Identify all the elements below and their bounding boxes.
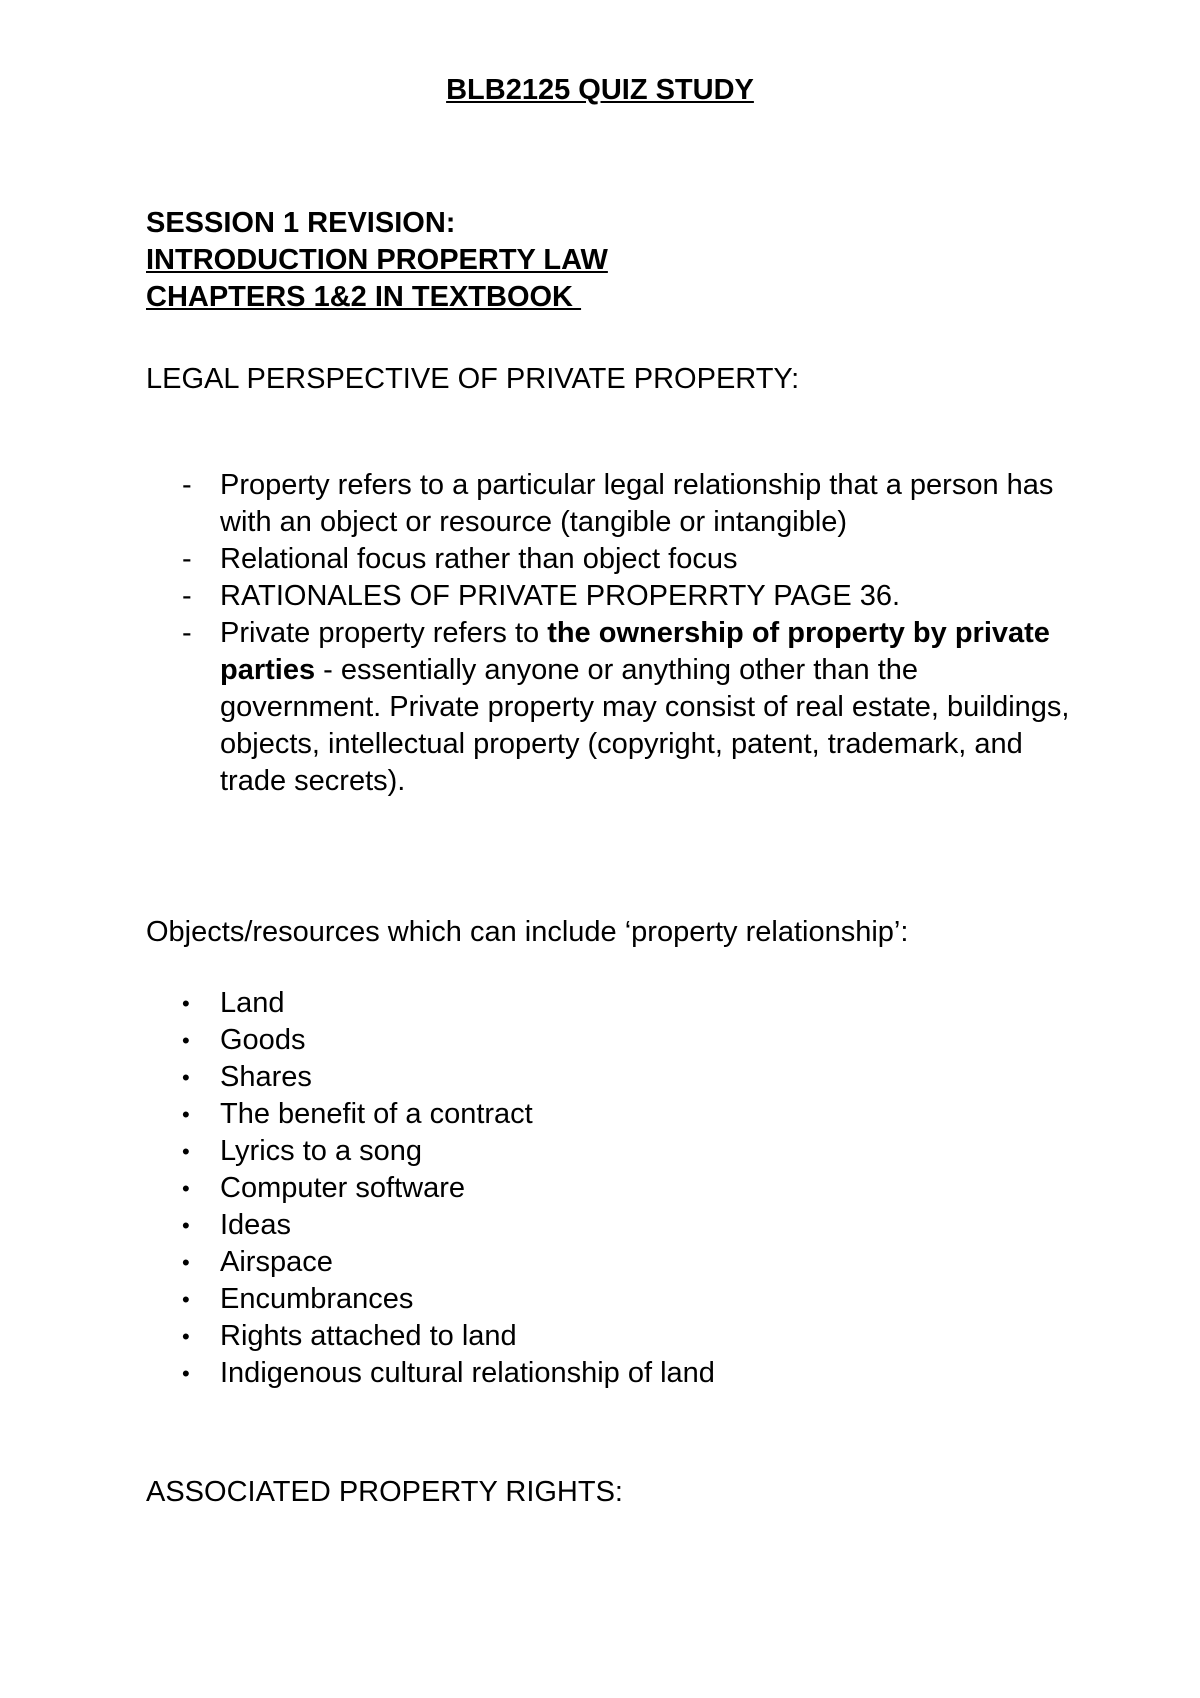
- list-item-text: Rights attached to land: [220, 1320, 517, 1352]
- session-topic: INTRODUCTION PROPERTY LAW: [146, 244, 608, 276]
- list-item: [146, 1318, 1076, 1355]
- bullet-marker: •: [182, 1287, 190, 1312]
- bullet-marker: •: [182, 991, 190, 1016]
- list-item-text: Lyrics to a song: [220, 1135, 423, 1167]
- list-item: [146, 1281, 1076, 1318]
- dash-marker: -: [182, 617, 192, 649]
- list-item: [146, 1170, 1076, 1207]
- bullet-marker: •: [182, 1250, 190, 1275]
- list-item-text: Airspace: [220, 1246, 333, 1278]
- list-item-text: Goods: [220, 1024, 306, 1056]
- objects-heading: Objects/resources which can include ‘property relationship’:: [146, 916, 909, 948]
- list-item: [146, 1059, 1076, 1096]
- list-item-text: Encumbrances: [220, 1283, 414, 1315]
- list-item: [146, 615, 1076, 800]
- list-item-text: Indigenous cultural relationship of land: [220, 1357, 715, 1389]
- bullet-marker: •: [182, 1065, 190, 1090]
- bullet-marker: •: [182, 1213, 190, 1238]
- bullet-marker: •: [182, 1139, 190, 1164]
- list-item-text: Land: [220, 987, 285, 1019]
- list-item-text: Computer software: [220, 1172, 465, 1204]
- list-item: [146, 985, 1076, 1022]
- session-chapters: CHAPTERS 1&2 IN TEXTBOOK: [146, 281, 582, 313]
- legal-perspective-list: [146, 467, 1076, 800]
- list-item: [146, 1207, 1076, 1244]
- objects-list: [146, 985, 1076, 1392]
- list-item: [146, 1133, 1076, 1170]
- list-item: [146, 1355, 1076, 1392]
- list-item-text: RATIONALES OF PRIVATE PROPERRTY PAGE 36.: [220, 580, 901, 612]
- legal-perspective-heading: LEGAL PERSPECTIVE OF PRIVATE PROPERTY:: [146, 363, 800, 395]
- associated-rights-heading: ASSOCIATED PROPERTY RIGHTS:: [146, 1476, 623, 1508]
- bullet-marker: •: [182, 1028, 190, 1053]
- list-item: [146, 1244, 1076, 1281]
- bullet-marker: •: [182, 1102, 190, 1127]
- list-item-text: Ideas: [220, 1209, 291, 1241]
- list-item-text: The benefit of a contract: [220, 1098, 533, 1130]
- dash-marker: -: [182, 543, 192, 575]
- list-item: [146, 1022, 1076, 1059]
- dash-marker: -: [182, 469, 192, 501]
- list-item-text-bold: the ownership of property by private parties: [220, 617, 1050, 686]
- list-item: [146, 541, 1076, 578]
- list-item-text: Property refers to a particular legal relationship that a person has with an object or resource (tangible or intangible): [220, 469, 1054, 538]
- session-header: [146, 205, 1106, 316]
- list-item: [146, 467, 1076, 541]
- session-label: SESSION 1 REVISION:: [146, 207, 456, 239]
- bullet-marker: •: [182, 1176, 190, 1201]
- list-item: [146, 578, 1076, 615]
- bullet-marker: •: [182, 1324, 190, 1349]
- list-item: [146, 1096, 1076, 1133]
- list-item-text-lead: Private property refers to: [220, 617, 548, 649]
- list-item-text: Relational focus rather than object focus: [220, 543, 738, 575]
- document-title: BLB2125 QUIZ STUDY: [446, 74, 754, 106]
- bullet-marker: •: [182, 1361, 190, 1386]
- list-item-text: Shares: [220, 1061, 312, 1093]
- list-item-text-tail: - essentially anyone or anything other than the government. Private property may consist of real estate, buildings, objects, intellectual property (copyright, patent, trademark, and trade secrets).: [220, 654, 1070, 797]
- dash-marker: -: [182, 580, 192, 612]
